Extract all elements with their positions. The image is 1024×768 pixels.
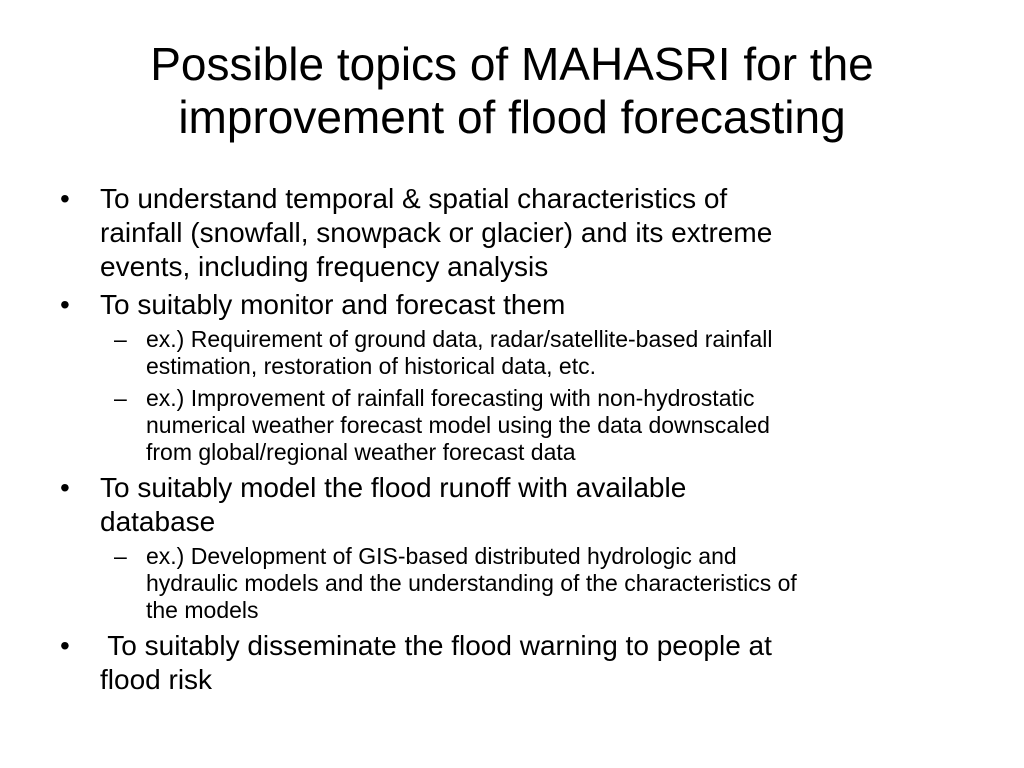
title-line: Possible topics of MAHASRI for the	[150, 38, 874, 90]
bullet-item	[60, 288, 970, 322]
dash-icon: –	[114, 385, 127, 411]
sub-bullet-item	[60, 385, 970, 466]
sub-bullet-item	[60, 543, 970, 624]
bullet-item	[60, 629, 970, 697]
sub-bullet-text-line: the models	[146, 597, 259, 623]
sub-bullet-text-line: ex.) Development of GIS-based distributed hydrologic and	[146, 543, 737, 569]
bullet-text-line: To suitably model the flood runoff with available	[100, 472, 687, 503]
bullet-dot-icon: •	[60, 472, 70, 503]
bullet-dot-icon: •	[60, 630, 70, 661]
sub-bullet-text-line: hydraulic models and the understanding of the characteristics of	[146, 570, 797, 596]
dash-icon: –	[114, 326, 127, 352]
bullet-text-line: rainfall (snowfall, snowpack or glacier) and its extreme	[100, 217, 773, 248]
dash-icon: –	[114, 543, 127, 569]
sub-bullet-text-line: ex.) Improvement of rainfall forecasting with non-hydrostatic	[146, 385, 755, 411]
sub-bullet-item	[60, 326, 970, 380]
bullet-item	[60, 471, 970, 539]
bullet-text-line: database	[100, 506, 216, 537]
slide-title	[40, 38, 984, 144]
bullet-list	[60, 182, 970, 701]
bullet-text-line: To suitably disseminate the flood warning to people at	[100, 630, 772, 661]
sub-bullet-text-line: estimation, restoration of historical data, etc.	[146, 353, 596, 379]
bullet-text-line: flood risk	[100, 664, 213, 695]
sub-bullet-text-line: ex.) Requirement of ground data, radar/satellite-based rainfall	[146, 326, 773, 352]
title-line: improvement of flood forecasting	[178, 91, 846, 143]
bullet-item	[60, 182, 970, 284]
bullet-dot-icon: •	[60, 183, 70, 214]
bullet-text-line: To suitably monitor and forecast them	[100, 289, 566, 320]
bullet-dot-icon: •	[60, 289, 70, 320]
sub-bullet-text-line: from global/regional weather forecast data	[146, 439, 576, 465]
bullet-text-line: To understand temporal & spatial characteristics of	[100, 183, 728, 214]
bullet-text-line: events, including frequency analysis	[100, 251, 549, 282]
sub-bullet-text-line: numerical weather forecast model using the data downscaled	[146, 412, 770, 438]
